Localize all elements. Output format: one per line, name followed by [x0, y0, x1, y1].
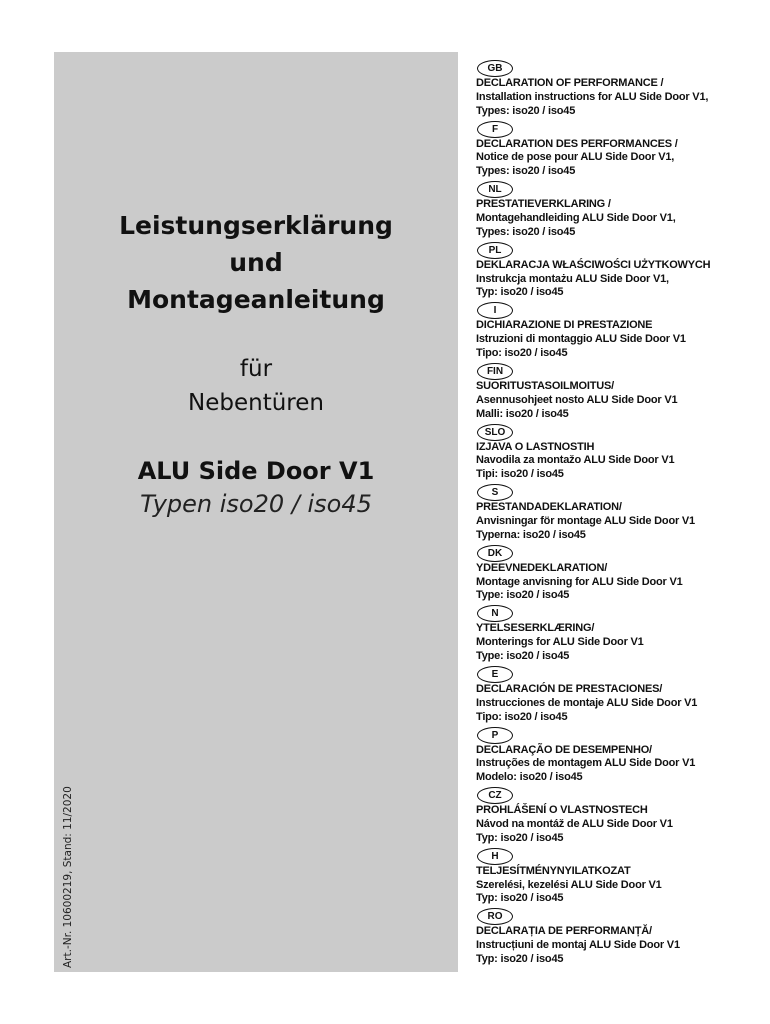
declaration-title: DEKLARACJA WŁAŚCIWOŚCI UŻYTKOWYCH: [476, 258, 711, 271]
instruction-line: Instrukcja montażu ALU Side Door V1,: [476, 272, 669, 285]
language-entry: [476, 420, 766, 481]
language-text: [476, 77, 766, 118]
types-line: Types: iso20 / iso45: [476, 104, 576, 117]
types-line: Tipo: iso20 / iso45: [476, 710, 568, 723]
instruction-line: Asennusohjeet nosto ALU Side Door V1: [476, 393, 678, 406]
language-entry: [476, 56, 766, 117]
language-entry: [476, 723, 766, 784]
language-entry: [476, 601, 766, 662]
declaration-title: DECLARAȚIA DE PERFORMANȚĂ/: [476, 925, 652, 938]
language-code-badge: I: [477, 302, 513, 319]
instruction-line: Monterings for ALU Side Door V1: [476, 636, 644, 649]
language-entry: [476, 117, 766, 178]
cover-panel: [54, 52, 458, 972]
language-text: [476, 804, 766, 845]
language-code-badge: N: [477, 605, 513, 622]
language-code-badge: PL: [477, 242, 513, 259]
instruction-line: Návod na montáž de ALU Side Door V1: [476, 817, 673, 830]
declaration-title: SUORITUSTASOILMOITUS/: [476, 379, 614, 392]
language-text: [476, 744, 766, 785]
instruction-line: Instrucțiuni de montaj ALU Side Door V1: [476, 939, 680, 952]
language-code-badge: DK: [477, 545, 513, 562]
language-code-badge: H: [477, 848, 513, 865]
language-code-badge: SLO: [477, 424, 513, 441]
language-text: [476, 622, 766, 663]
types-line: Tipi: iso20 / iso45: [476, 468, 564, 481]
language-entry: [476, 541, 766, 602]
declaration-title: DECLARATION DES PERFORMANCES /: [476, 137, 678, 150]
types-line: Typ: iso20 / iso45: [476, 286, 564, 299]
instruction-line: Instrucciones de montaje ALU Side Door V1: [476, 696, 698, 709]
language-code-badge: NL: [477, 181, 513, 198]
declaration-title: DICHIARAZIONE DI PRESTAZIONE: [476, 319, 653, 332]
language-entry: [476, 844, 766, 905]
language-text: [476, 562, 766, 603]
declaration-title: YDEEVNEDEKLARATION/: [476, 561, 608, 574]
types-line: Modelo: iso20 / iso45: [476, 771, 583, 784]
types-line: Malli: iso20 / iso45: [476, 407, 569, 420]
language-entry: [476, 662, 766, 723]
language-text: [476, 441, 766, 482]
types-line: Types: iso20 / iso45: [476, 225, 576, 238]
subtitle-line-1: für: [239, 356, 273, 382]
language-text: [476, 138, 766, 179]
language-code-badge: P: [477, 727, 513, 744]
language-text: [476, 683, 766, 724]
declaration-title: PRESTANDADEKLARATION/: [476, 501, 622, 514]
declaration-title: DECLARACIÓN DE PRESTACIONES/: [476, 682, 663, 695]
types-line: Typ: iso20 / iso45: [476, 831, 564, 844]
declaration-title: DECLARAÇÃO DE DESEMPENHO/: [476, 743, 652, 756]
types-line: Type: iso20 / iso45: [476, 649, 570, 662]
instruction-line: Montage anvisning for ALU Side Door V1: [476, 575, 683, 588]
language-entry: [476, 359, 766, 420]
language-text: [476, 380, 766, 421]
language-entry: [476, 298, 766, 359]
declaration-title: DECLARATION OF PERFORMANCE /: [476, 77, 664, 89]
title-block: [54, 207, 458, 520]
language-text: [476, 865, 766, 906]
language-entry: [476, 904, 766, 965]
declaration-title: PRESTATIEVERKLARING /: [476, 198, 611, 211]
language-entry: [476, 177, 766, 238]
language-code-badge: CZ: [477, 787, 513, 804]
language-text: [476, 501, 766, 542]
instruction-line: Notice de pose pour ALU Side Door V1,: [476, 151, 675, 164]
declaration-title: TELJESÍTMÉNYNYILATKOZAT: [476, 864, 631, 877]
language-code-badge: S: [477, 484, 513, 501]
types-line: Typerna: iso20 / iso45: [476, 528, 586, 541]
language-text: [476, 925, 766, 966]
instruction-line: Anvisningar för montage ALU Side Door V1: [476, 514, 695, 527]
product-name: ALU Side Door V1: [137, 457, 375, 485]
document-title-line-3: Montageanleitung: [127, 285, 385, 314]
language-text: [476, 198, 766, 239]
declaration-title: PROHLÁŠENÍ O VLASTNOSTECH: [476, 804, 648, 817]
instruction-line: Navodila za montažo ALU Side Door V1: [476, 454, 675, 467]
language-code-badge: RO: [477, 908, 513, 925]
article-number: Art.-Nr. 10600219, Stand: 11/2020: [62, 786, 74, 968]
declaration-title: IZJAVA O LASTNOSTIH: [476, 440, 595, 453]
declaration-title: YTELSESERKLÆRING/: [476, 622, 595, 635]
document-title-line-2: und: [229, 248, 283, 277]
language-code-badge: GB: [477, 60, 513, 77]
types-line: Typ: iso20 / iso45: [476, 952, 564, 965]
language-code-badge: FIN: [477, 363, 513, 380]
language-text: [476, 259, 766, 300]
instruction-line: Instruções de montagem ALU Side Door V1: [476, 757, 696, 770]
language-code-badge: E: [477, 666, 513, 683]
types-line: Types: iso20 / iso45: [476, 165, 576, 178]
instruction-line: Szerelési, kezelési ALU Side Door V1: [476, 878, 662, 891]
types-line: Tipo: iso20 / iso45: [476, 346, 568, 359]
instruction-line: Istruzioni di montaggio ALU Side Door V1: [476, 333, 686, 346]
subtitle-line-2: Nebentüren: [188, 390, 324, 416]
language-entry: [476, 238, 766, 299]
product-types: Typen iso20 / iso45: [140, 490, 372, 518]
types-line: Type: iso20 / iso45: [476, 589, 570, 602]
language-text: [476, 319, 766, 360]
language-entry: [476, 480, 766, 541]
types-line: Typ: iso20 / iso45: [476, 892, 564, 905]
language-entry: [476, 783, 766, 844]
instruction-line: Installation instructions for ALU Side Door V1,: [476, 90, 709, 103]
language-code-badge: F: [477, 121, 513, 138]
language-list: [476, 56, 766, 965]
document-title-line-1: Leistungserklärung: [119, 211, 393, 240]
instruction-line: Montagehandleiding ALU Side Door V1,: [476, 211, 676, 224]
